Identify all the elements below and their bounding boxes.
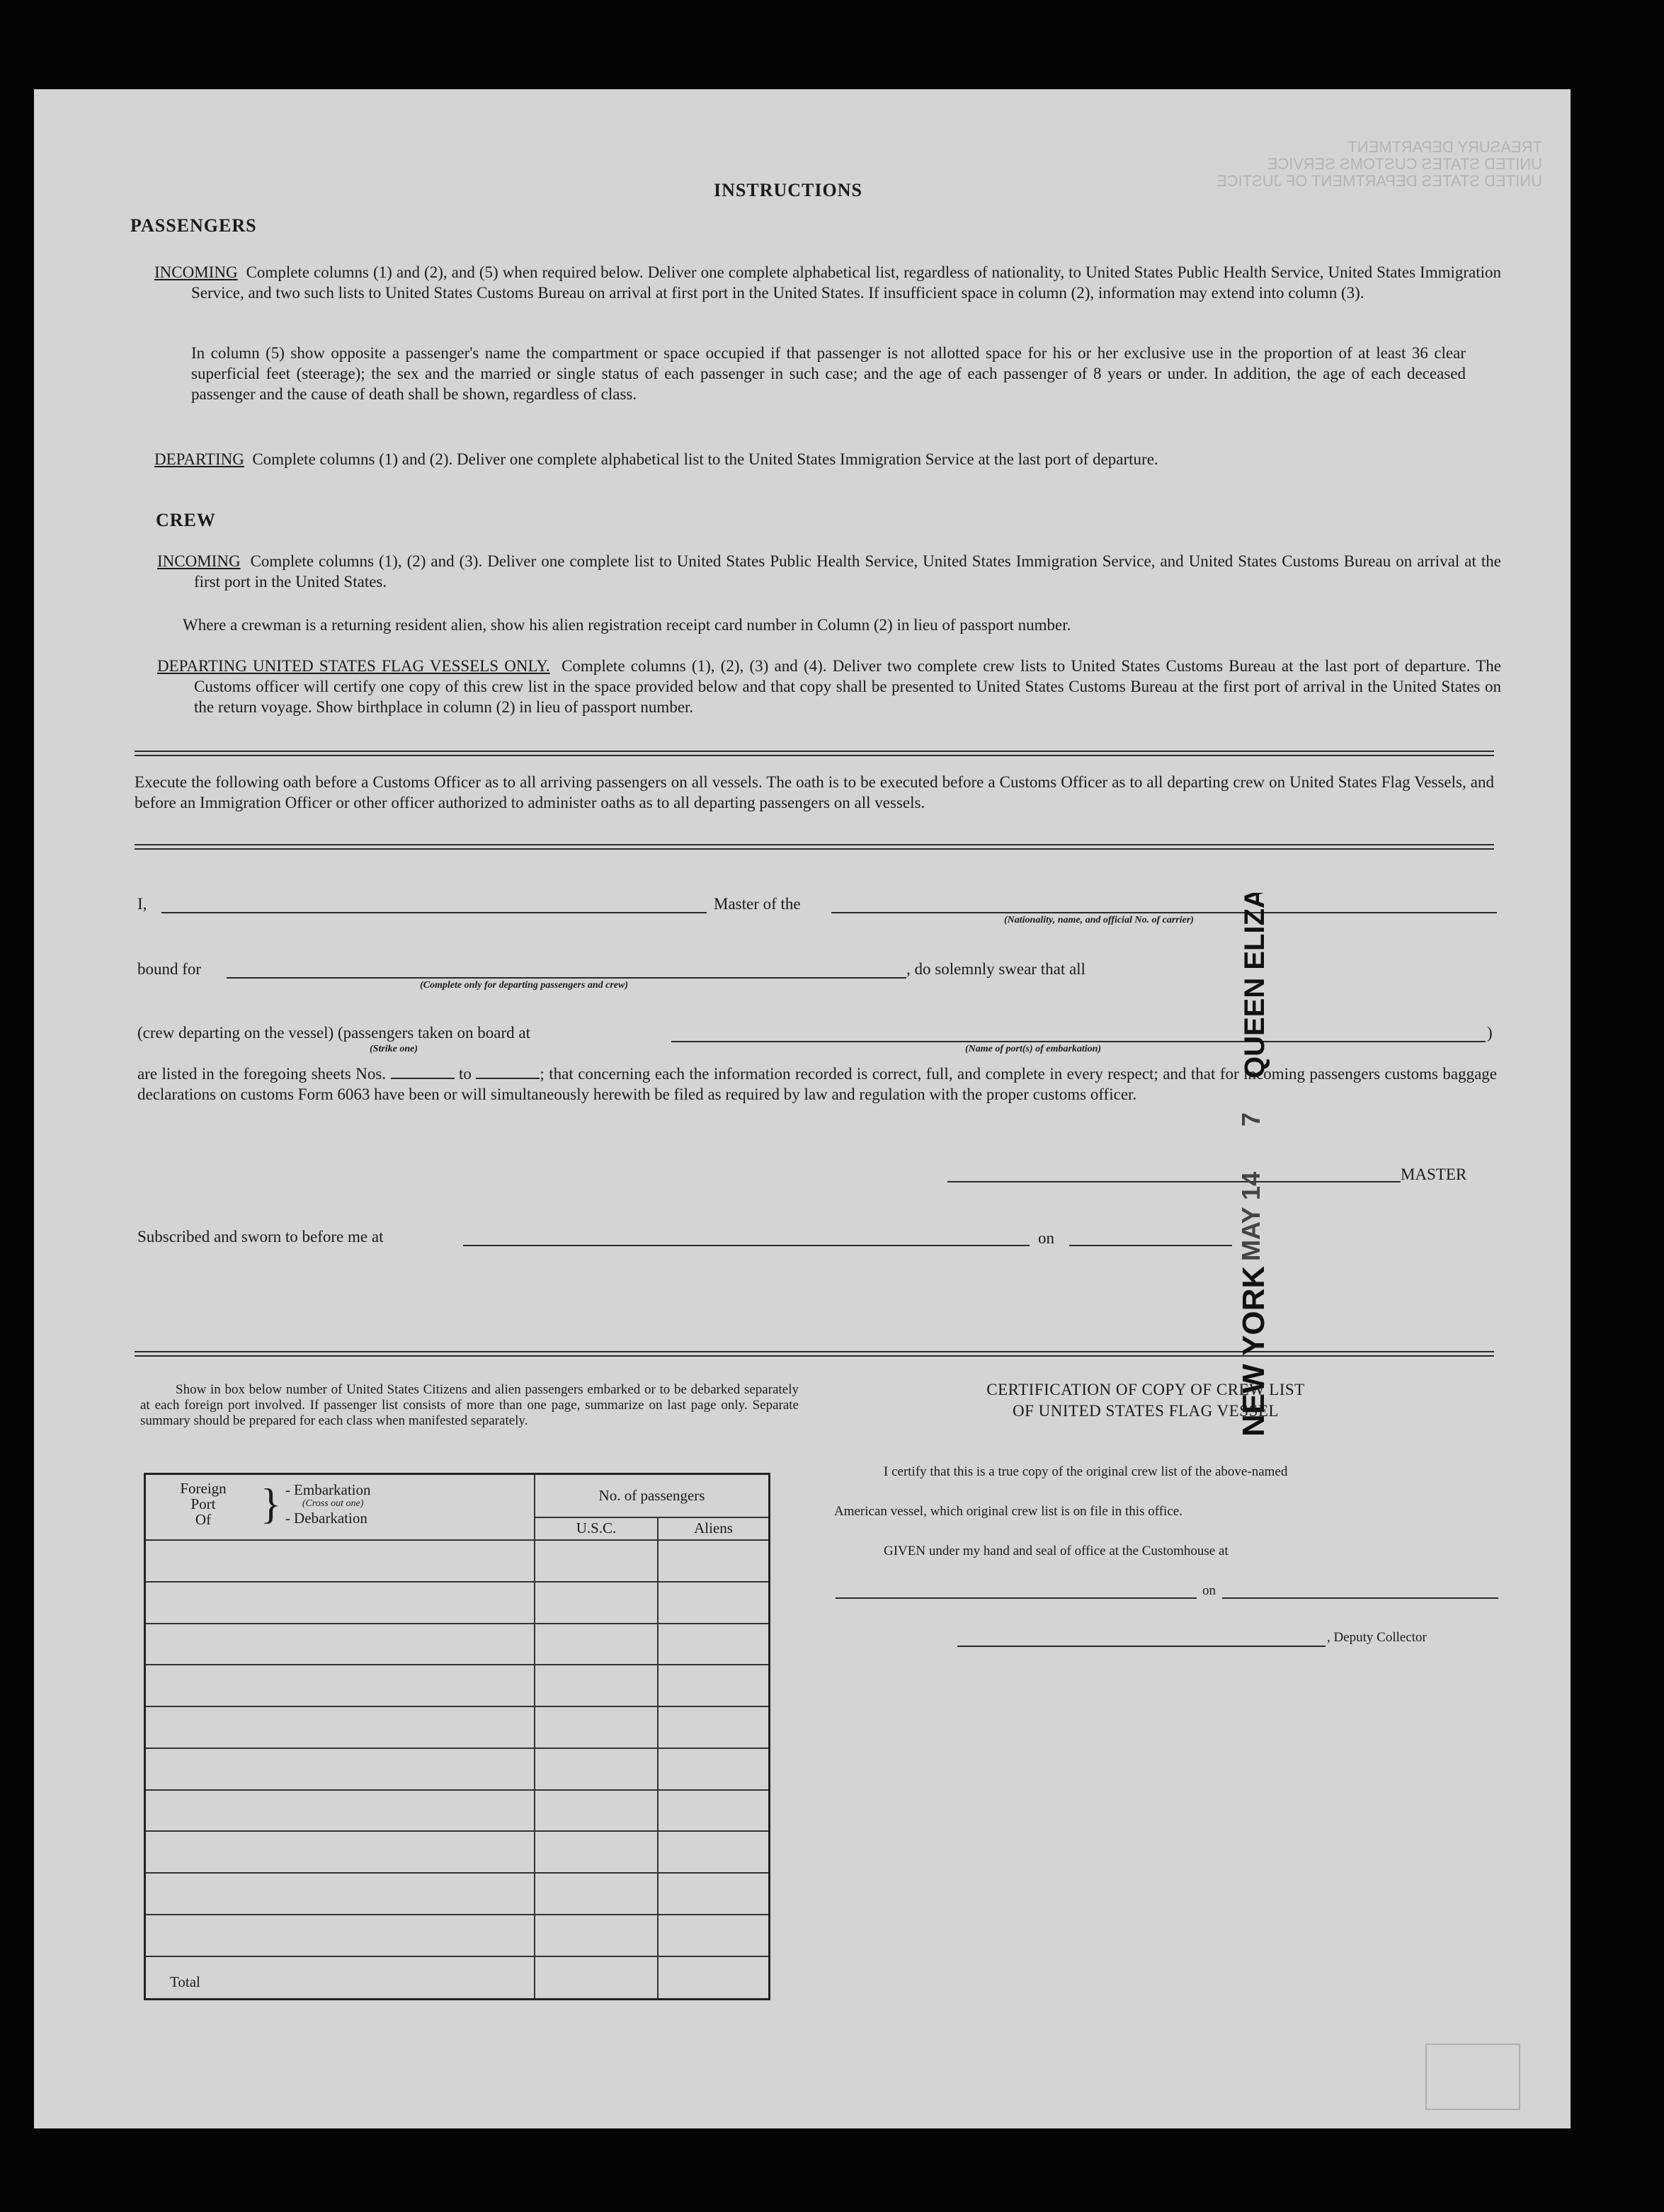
column5-paragraph (191, 343, 1466, 404)
usc-cell[interactable] (535, 1748, 658, 1790)
no-of-passengers-header: No. of passengers (535, 1474, 770, 1517)
bleed-through-box (1425, 2043, 1520, 2110)
aliens-cell[interactable] (658, 1790, 770, 1832)
port-cell[interactable] (145, 1831, 535, 1873)
listed-paragraph (137, 1064, 1497, 1105)
given-text: GIVEN under my hand and seal of office at the Customhouse at (884, 1544, 1229, 1558)
embarkation-label: - Embarkation (285, 1481, 371, 1498)
stamp-city: NEW YORK (1236, 1265, 1271, 1437)
subscribed-place-field[interactable] (463, 1245, 1030, 1246)
master-label: MASTER (1401, 1165, 1467, 1183)
usc-cell[interactable] (535, 1873, 658, 1915)
ship-arrival-stamp (1227, 893, 1284, 1438)
foreign-port-of (150, 1481, 256, 1527)
certification-on-label: on (1202, 1583, 1216, 1598)
flag-vessels-paragraph (157, 656, 1501, 717)
aliens-cell[interactable] (658, 1624, 770, 1665)
subscribed-on-label: on (1038, 1229, 1054, 1247)
bleed-line: TREASURY DEPARTMENT (1347, 138, 1542, 156)
certification-date-field[interactable] (1222, 1597, 1498, 1599)
sheet-to-field[interactable] (476, 1078, 540, 1079)
aliens-cell[interactable] (658, 1540, 770, 1582)
usc-cell[interactable] (535, 1540, 658, 1582)
brace-glyph: } (261, 1481, 281, 1527)
oath-intro: Execute the following oath before a Customs Officer as to all arriving passengers on all vessels. The oath is to be executed before a Customs Officer as to all departing crew on United States Flag Vessels, and before an Immigration Officer or other officer authorized to administer oaths as to all departing passengers on all vessels. (135, 773, 1494, 811)
aliens-total-cell[interactable] (658, 1956, 770, 2000)
flag-vessels-label: DEPARTING UNITED STATES FLAG VESSELS ONLY. (157, 657, 550, 675)
debarkation-label: - Debarkation (285, 1510, 367, 1527)
total-label: Total (145, 1956, 535, 2000)
bleed-line: UNITED STATES DEPARTMENT OF JUSTICE (1216, 172, 1542, 190)
subscribed-date-field[interactable] (1069, 1245, 1232, 1246)
port-cell[interactable] (145, 1665, 535, 1706)
usc-cell[interactable] (535, 1790, 658, 1832)
incoming-paragraph (154, 262, 1501, 303)
crew-incoming-label: INCOMING (157, 552, 241, 570)
port-label: Port (190, 1495, 216, 1512)
listed-to: to (459, 1065, 472, 1083)
usc-cell[interactable] (535, 1582, 658, 1624)
master-of-label: Master of the (714, 895, 801, 913)
deputy-signature-field[interactable] (957, 1646, 1326, 1647)
ports-caption: (Name of port(s) of embarkation) (965, 1044, 1102, 1054)
crew-incoming-text: Complete columns (1), (2) and (3). Deliver one complete list to United States Public Health Service, United States Immigration Service, and United States Customs Bureau on arrival at the first port in the United States. (194, 552, 1501, 591)
ports-field[interactable] (671, 1041, 1486, 1042)
bound-for-field[interactable] (227, 977, 906, 979)
column5-text: In column (5) show opposite a passenger's name the compartment or space occupied if that passenger is not allotted space for his or her exclusive use in the proportion of at least 36 clear superficial feet (steerage); the sex and the married or single status of each passenger in such case; and the age of each passenger of 8 years or under. In addition, the age of each deceased passenger and the cause of death shall be shown, regardless of class. (191, 344, 1466, 403)
aliens-cell[interactable] (658, 1582, 770, 1624)
usc-header: U.S.C. (535, 1517, 658, 1540)
port-cell[interactable] (145, 1915, 535, 1956)
strike-caption: (Strike one) (370, 1044, 418, 1054)
crewman-text: Where a crewman is a returning resident alien, show his alien registration receipt card number in Column (2) in lieu of passport number. (183, 616, 1071, 634)
divider-rule (135, 755, 1494, 756)
departing-text: Complete columns (1) and (2). Deliver one complete alphabetical list to the United States Immigration Service at the last port of departure. (252, 450, 1158, 468)
certification-title-1: CERTIFICATION OF COPY OF CREW LIST (986, 1381, 1305, 1398)
crew-departing-text: (crew departing on the vessel) (passengers taken on board at (137, 1024, 530, 1042)
certification-title-2: OF UNITED STATES FLAG VESSEL (1013, 1402, 1279, 1420)
listed-text-2: ; that concerning each the information recorded is correct, full, and complete in every respect; and that for incoming passengers customs baggage declarations on customs Form 6063 have been or will simultaneously herewith be filed as required by law and regulation with the proper customs officer. (137, 1065, 1498, 1103)
usc-cell[interactable] (535, 1665, 658, 1706)
instructions-title: INSTRUCTIONS (714, 180, 862, 200)
port-cell[interactable] (145, 1873, 535, 1915)
usc-cell[interactable] (535, 1915, 658, 1956)
certification-title (898, 1379, 1394, 1422)
stamp-ship: QUEEN ELIZABETH (1239, 893, 1270, 1078)
cross-out-label: (Cross out one) (302, 1498, 364, 1509)
stamp-date: MAY 14 (1236, 1171, 1265, 1261)
incoming-label: INCOMING (154, 263, 238, 281)
crewman-paragraph (183, 615, 1457, 635)
aliens-cell[interactable] (658, 1665, 770, 1706)
aliens-header: Aliens (658, 1517, 770, 1540)
usc-cell[interactable] (535, 1624, 658, 1665)
summary-intro: Show in box below number of United States Citizens and alien passengers embarked or to be debarked separately at each foreign port involved. If passenger list consists of more than one page, summarize on last page only. Separate summary should be prepared for each class when manifested separately. (140, 1382, 799, 1428)
customhouse-field[interactable] (836, 1597, 1197, 1599)
american-text: American vessel, which original crew list is on file in this office. (834, 1504, 1183, 1519)
port-cell[interactable] (145, 1748, 535, 1790)
divider-rule (135, 1355, 1494, 1357)
usc-total-cell[interactable] (535, 1956, 658, 2000)
stamp-digit: 7 (1236, 1112, 1265, 1127)
form-page (34, 89, 1571, 2128)
flag-vessels-text: Complete columns (1), (2), (3) and (4). Deliver two complete crew lists to United States Customs Bureau at the last port of departure. The Customs officer will certify one copy of this crew list in the space provided below and that copy shall be presented to United States Customs Bureau at the first port of arrival in the United States on the return voyage. Show birthplace in column (2) in lieu of passport number. (194, 657, 1502, 716)
embark-debark-options (285, 1483, 371, 1525)
divider-rule (135, 844, 1494, 845)
divider-rule (135, 848, 1494, 850)
of-label: Of (195, 1511, 212, 1528)
aliens-cell[interactable] (658, 1706, 770, 1748)
certify-text: I certify that this is a true copy of the original crew list of the above-named (884, 1464, 1288, 1479)
crew-incoming-paragraph (157, 551, 1501, 592)
usc-cell[interactable] (535, 1831, 658, 1873)
aliens-cell[interactable] (658, 1748, 770, 1790)
passenger-summary-table (144, 1473, 770, 2000)
aliens-cell[interactable] (658, 1915, 770, 1956)
complete-caption: (Complete only for departing passengers and crew) (420, 980, 628, 991)
oath-i-label: I, (137, 895, 147, 913)
swear-text: , do solemnly swear that all (906, 960, 1085, 978)
port-cell[interactable] (145, 1582, 535, 1624)
port-cell[interactable] (145, 1706, 535, 1748)
aliens-cell[interactable] (658, 1831, 770, 1873)
subscribed-label: Subscribed and sworn to before me at (137, 1228, 384, 1245)
nationality-caption: (Nationality, name, and official No. of carrier) (1004, 915, 1194, 925)
bound-for-label: bound for (137, 960, 202, 978)
master-signature-field[interactable] (947, 1181, 1401, 1182)
master-name-field[interactable] (161, 912, 707, 913)
usc-cell[interactable] (535, 1706, 658, 1748)
departing-paragraph (154, 449, 1501, 469)
port-cell[interactable] (145, 1790, 535, 1832)
port-cell[interactable] (145, 1624, 535, 1665)
aliens-cell[interactable] (658, 1873, 770, 1915)
vessel-name-field[interactable] (831, 912, 1497, 913)
divider-rule (135, 751, 1494, 752)
divider-rule (135, 1351, 1494, 1352)
crew-heading: CREW (156, 510, 216, 530)
listed-text-1: are listed in the foregoing sheets Nos. (137, 1065, 387, 1083)
foreign-label: Foreign (180, 1480, 227, 1497)
passengers-heading: PASSENGERS (130, 215, 257, 236)
deputy-collector-label: , Deputy Collector (1327, 1630, 1427, 1645)
close-paren: ) (1487, 1024, 1493, 1042)
port-header-cell (145, 1474, 535, 1541)
incoming-text: Complete columns (1) and (2), and (5) when required below. Deliver one complete alphabetical list, regardless of nationality, to United States Public Health Service, United States Immigration Service, and two such lists to United States Customs Bureau on arrival at first port in the United States. If insufficient space in column (2), information may extend into column (3). (191, 263, 1502, 302)
port-cell[interactable] (145, 1540, 535, 1582)
sheet-from-field[interactable] (391, 1078, 455, 1079)
departing-label: DEPARTING (154, 450, 244, 468)
bleed-line: UNITED STATES CUSTOMS SERVICE (1267, 155, 1542, 173)
